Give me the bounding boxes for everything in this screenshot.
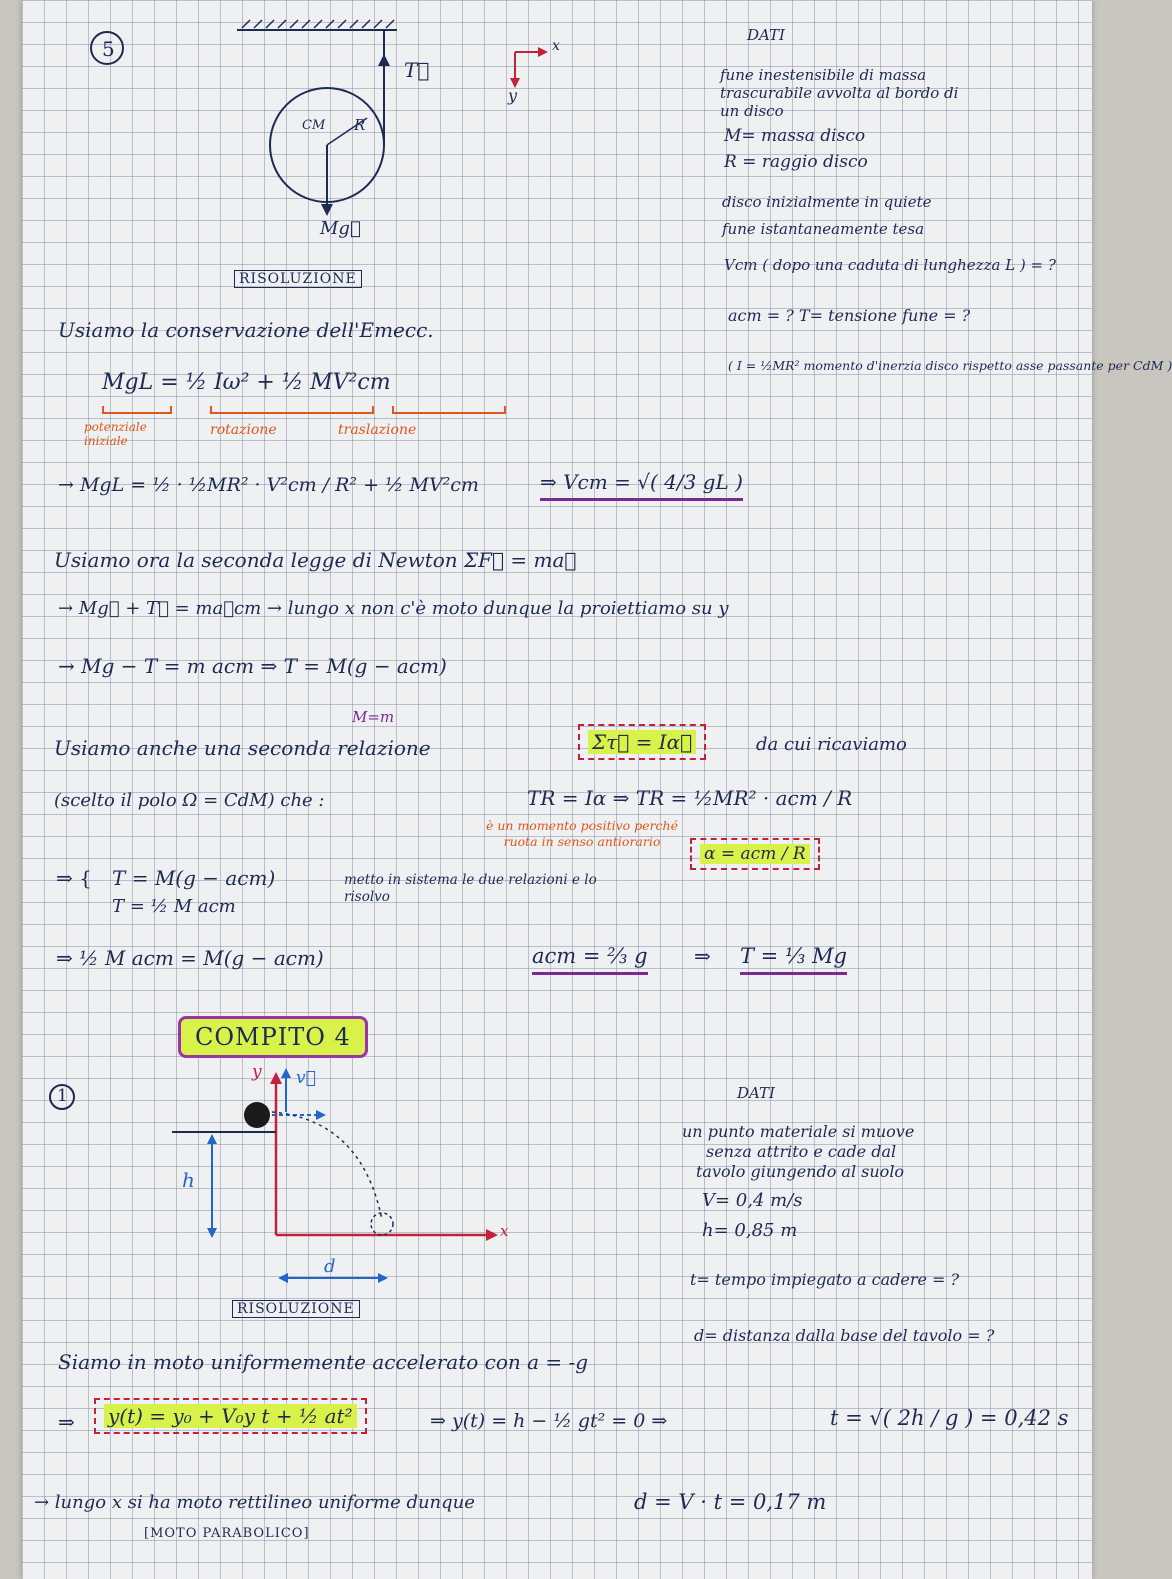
system-line-2: T = ½ M acm — [112, 896, 236, 917]
newton-vector: → Mg⃗ + T⃗ = ma⃗cm → lungo x non c'è moto dunque la proiettiamo su y — [58, 598, 729, 619]
compito-axis-x: x — [500, 1222, 509, 1240]
dati-line: fune inestensibile di massa — [720, 66, 927, 84]
torque-tr: TR = Iα ⇒ TR = ½MR² · acm / R — [527, 786, 853, 810]
vcm-result: ⇒ Vcm = √( 4/3 gL ) — [540, 470, 743, 501]
compito-dati-t: t= tempo impiegato a cadere = ? — [690, 1270, 960, 1289]
compito-dati-v: V= 0,4 m/s — [702, 1190, 803, 1211]
compito-h-label: h — [182, 1168, 195, 1192]
torque-note: è un momento positivo perché ruota in senso antiorario — [486, 818, 678, 849]
motion-arrow: ⇒ — [58, 1410, 75, 1434]
alpha-relation-box — [690, 838, 820, 870]
compito-risoluzione: RISOLUZIONE — [232, 1300, 360, 1318]
system-line-1: T = M(g − acm) — [112, 866, 276, 890]
compito-dati-line: tavolo giungendo al suolo — [696, 1162, 905, 1181]
dati-rest: disco inizialmente in quiete — [722, 193, 932, 211]
compito-dati-title: DATI — [737, 1084, 775, 1102]
weight-label: Mg⃗ — [320, 218, 361, 239]
dati-acm: acm = ? T= tensione fune = ? — [728, 306, 971, 325]
tension-label: T⃗ — [404, 58, 430, 82]
cm-label: CM — [302, 118, 326, 133]
dati-radius: R = raggio disco — [724, 152, 868, 172]
energy-brackets — [100, 406, 460, 416]
dati-mass: M= massa disco — [724, 126, 866, 146]
compito-dati-d: d= distanza dalla base del tavolo = ? — [694, 1326, 995, 1345]
acm-result: acm = ⅔ g — [532, 944, 648, 975]
torque-intro: Usiamo anche una seconda relazione — [54, 736, 431, 760]
pole-choice: (scelto il polo Ω = CdM) che : — [54, 790, 325, 811]
motion-equation-box — [94, 1398, 367, 1434]
newton-intro: Usiamo ora la seconda legge di Newton ΣF⃗ = ma⃗ — [54, 548, 577, 572]
exercise-number: 1 — [57, 1086, 68, 1106]
torque-equation: Στ⃗ = Iα⃗ — [588, 730, 696, 754]
system-note: metto in sistema le due relazioni e lo risolvo — [344, 872, 597, 905]
motion-equation: y(t) = y₀ + V₀y t + ½ at² — [104, 1404, 357, 1428]
system-brace: ⇒ { — [56, 866, 92, 890]
dati-inertia: ( I = ½MR² momento d'inerzia disco rispetto asse passante per CdM ) — [728, 358, 1172, 373]
energy-substitution: → MgL = ½ · ½MR² · V²cm / R² + ½ MV²cm — [58, 474, 479, 496]
compito-dati-line: senza attrito e cade dal — [706, 1142, 897, 1161]
t-result: T = ⅓ Mg — [740, 944, 847, 975]
compito-dati-line: un punto materiale si muove — [682, 1122, 915, 1141]
final-equation: ⇒ ½ M acm = M(g − acm) — [56, 946, 324, 970]
problem-number: 5 — [102, 37, 115, 61]
torque-equation-box — [578, 724, 706, 760]
m-equal-note: M=m — [352, 708, 395, 726]
compito-d-label: d — [324, 1256, 336, 1277]
parabolic-note: [MOTO PARABOLICO] — [144, 1526, 310, 1541]
torque-after: da cui ricaviamo — [756, 734, 907, 755]
compito-axis-y: y — [252, 1062, 262, 1082]
notebook-page — [22, 0, 1172, 1579]
axis-y-label: y — [508, 86, 518, 105]
label-translation: traslazione — [338, 422, 417, 438]
dati-line: un disco — [720, 102, 784, 120]
dati-vcm: Vcm ( dopo una caduta di lunghezza L ) = ? — [724, 256, 1056, 274]
motion-substitution: ⇒ y(t) = h − ½ gt² = 0 ⇒ — [430, 1410, 668, 1432]
distance-result: d = V · t = 0,17 m — [634, 1490, 827, 1514]
risoluzione-heading: RISOLUZIONE — [234, 270, 362, 288]
compito-figure — [22, 1060, 582, 1300]
label-rotation: rotazione — [210, 422, 277, 438]
compito-velocity-label: v⃗ — [296, 1068, 316, 1088]
dati-rope: fune istantaneamente tesa — [722, 220, 925, 238]
compito-title: COMPITO 4 — [178, 1016, 368, 1058]
time-result: t = √( 2h / g ) = 0,42 s — [830, 1406, 1069, 1430]
energy-intro: Usiamo la conservazione dell'Emecc. — [58, 318, 434, 342]
radius-label: R — [354, 116, 366, 134]
newton-y: → Mg − T = m acm ⇒ T = M(g − acm) — [58, 654, 447, 678]
motion-intro: Siamo in moto uniformemente accelerato con a = -g — [58, 1350, 589, 1374]
dati-title: DATI — [747, 26, 785, 44]
dati-line: trascurabile avvolta al bordo di — [720, 84, 959, 102]
axis-x-label: x — [552, 38, 560, 54]
alpha-relation: α = acm / R — [700, 844, 810, 864]
x-motion-line: → lungo x si ha moto rettilineo uniforme dunque — [34, 1492, 475, 1513]
label-potential: potenziale iniziale — [84, 420, 147, 448]
energy-equation: MgL = ½ Iω² + ½ MV²cm — [102, 370, 391, 395]
compito-dati-h: h= 0,85 m — [702, 1220, 798, 1241]
arrow-implies: ⇒ — [694, 944, 711, 968]
